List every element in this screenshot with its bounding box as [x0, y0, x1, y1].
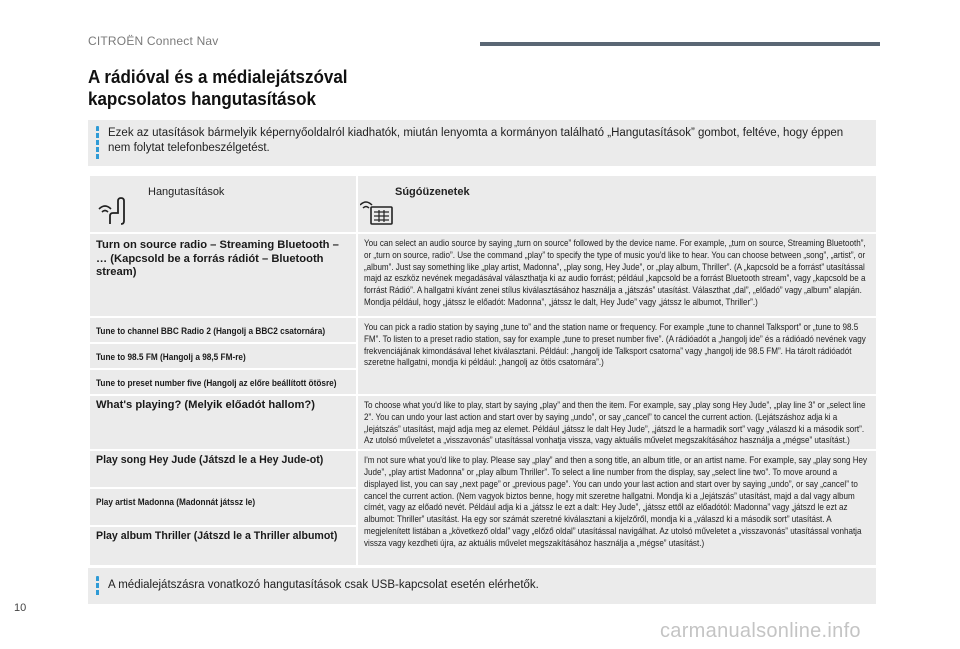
col1-header-cell: [89, 175, 357, 233]
command-label: What's playing? (Melyik előadót hallom?): [96, 399, 315, 411]
help-text: To choose what you'd like to play, start by saying „play” and then the item. For example, say „play song Hey Jude”, „play line 3” or „select line 2”. You can undo your last action and start over by saying „undo”, or say „cancel” to cancel the current action. (Lejátszáshoz adja ki a „lejátszás” utasítást, majd adja meg az elemet. Például „játssz le dalt Hey Jude”, „játszd le a harmadik sort” vagy „válaszd ki a második sort”. Az utolsó műveletet a „visszavonás” utasítással vonhatja vissza, vagy aktuális művelet megszakításához használja a „mégse” utasítást.): [364, 399, 866, 446]
command-cell: [89, 343, 357, 369]
footer-note-text: A médialejátszásra vonatkozó hangutasítások csak USB-kapcsolat esetén elérhetők.: [108, 579, 539, 591]
command-cell: [89, 488, 357, 526]
help-cell: [357, 317, 877, 395]
brand-label: CITROËN Connect Nav: [88, 34, 219, 48]
intro-note: [88, 120, 876, 166]
command-label: Turn on source radio – Streaming Bluetooth – … (Kapcsold be a forrás rádiót – Bluetooth stream): [96, 239, 339, 278]
command-cell: [89, 233, 357, 317]
col2-header: Súgóüzenetek: [395, 186, 470, 198]
command-label: Tune to preset number five (Hangolj az előre beállított ötösre): [96, 378, 337, 389]
footer-note: [88, 568, 876, 604]
steering-voice-icon: [98, 196, 132, 226]
watermark: carmanualsonline.info: [660, 620, 861, 642]
table-row: [89, 395, 877, 450]
command-cell: [89, 450, 357, 488]
page-title: A rádióval és a médialejátszóval kapcsolatos hangutasítások: [88, 66, 348, 109]
table-row: [89, 233, 877, 317]
table-row: [89, 450, 877, 488]
command-label: Play artist Madonna (Madonnát játssz le): [96, 497, 256, 509]
command-label: Play song Hey Jude (Játszd le a Hey Jude-ot): [96, 454, 324, 467]
header-bar: [480, 42, 880, 46]
table-header-row: [89, 175, 877, 233]
help-text: You can pick a radio station by saying „tune to” and the station name or frequency. For example „tune to channel Talksport” or „tune to 98.5 FM”. To listen to a preset radio station, say for example „tune to preset number five”. (A rádióadót a „hangolj ide” és a rádióadó nevének vagy frekvenciájának kimondásával lehet kiválasztani. Például: „hangolj ide Talksport csatorna” vagy „hangolj ide 98.5 FM”. Ha tárolt rádióadót szeretne hallgatni, mondja ki például: „hangolj az ötös csatornára”.): [364, 321, 866, 368]
col2-header-cell: [357, 175, 877, 233]
command-cell: [89, 317, 357, 343]
command-cell: [89, 369, 357, 395]
page-number: 10: [14, 602, 27, 614]
voice-commands-table: [88, 174, 878, 567]
command-label: Tune to channel BBC Radio 2 (Hangolj a BBC2 csatornára): [96, 326, 326, 337]
intro-note-text: Ezek az utasítások bármelyik képernyőoldalról kiadhatók, miután lenyomta a kormányon található „Hangutasítások” gombot, feltéve, hogy éppen nem folytat telefonbeszélgetést.: [108, 127, 844, 154]
help-text: I'm not sure what you'd like to play. Please say „play” and then a song title, an album title, or an artist name. For example, say „play song Hey Jude”, „play artist Madonna” or „play album Thriller”. To select a line number from the display, say „select line two”. To move around a displayed list, you can say „next page” or „previous page”. You can undo your last action and start over by saying „undo”, or say „cancel” to cancel the current action. (Nem vagyok biztos benne, hogy mit szeretne hallgatni. Mondja ki a „lejátszás” utasítást, majd a dal vagy album címét, vagy az előadó nevét. Például adja ki a „játssz le ezt a dalt: Hey Jude”, „játssz ettől az előadótól: Madonna” vagy „játszd le ezt az albumot: Thriller” utasítást. Ha egy sor számát szeretné kiválasztani a kijelzőről, mondja ki a „válaszd ki a második sort” utasítást. A megjelenített listában a „következő oldal” vagy „előző oldal” utasítással navigálhat. Az utolsó műveletet a „visszavonás” utasítással vonhatja vissza vagy kezdheti újra, az aktuális művelet megszakításához használja a „mégse” utasítást.): [364, 454, 868, 548]
screen-voice-icon: [360, 196, 394, 226]
info-bar-icon: [96, 126, 99, 160]
help-cell: [357, 450, 877, 566]
command-cell: [89, 526, 357, 566]
command-cell: [89, 395, 357, 450]
command-label: Tune to 98.5 FM (Hangolj a 98,5 FM-re): [96, 352, 246, 363]
help-text: You can select an audio source by saying „turn on source” followed by the device name. For example, „turn on source, Streaming Bluetooth”, or „turn on source, radio”. Use the command „play” to specify the type of music you'd like to hear. You can choose between „song”, „artist”, or „album”. Just say something like „play artist, Madonna”, „play song, Hey Jude”, or „play album, Thriller”. (A „kapcsold be a forrást” utasítással majd az eszköz nevének megadásával választhatja ki az audio forrást; például „kapcsold be a forrást Bluetooth stream”, vagy „kapcsold be a forrást Rádió”. A hallgatni kívánt zenei stílus kiválasztásához használja a „játszás” utasítást. Választhat „dal”, „előadó” vagy „album” alapján. Mondja például, hogy „játssz le előadót: Madonna”, „játssz le dalt, Hey Jude” vagy „játssz le albumot, Thriller”.): [364, 237, 866, 307]
table-row: [89, 317, 877, 343]
info-bar-icon: [96, 576, 99, 596]
col1-header: Hangutasítások: [148, 186, 225, 198]
command-label: Play album Thriller (Játszd le a Thriller albumot): [96, 530, 338, 543]
help-cell: [357, 233, 877, 317]
help-cell: [357, 395, 877, 450]
